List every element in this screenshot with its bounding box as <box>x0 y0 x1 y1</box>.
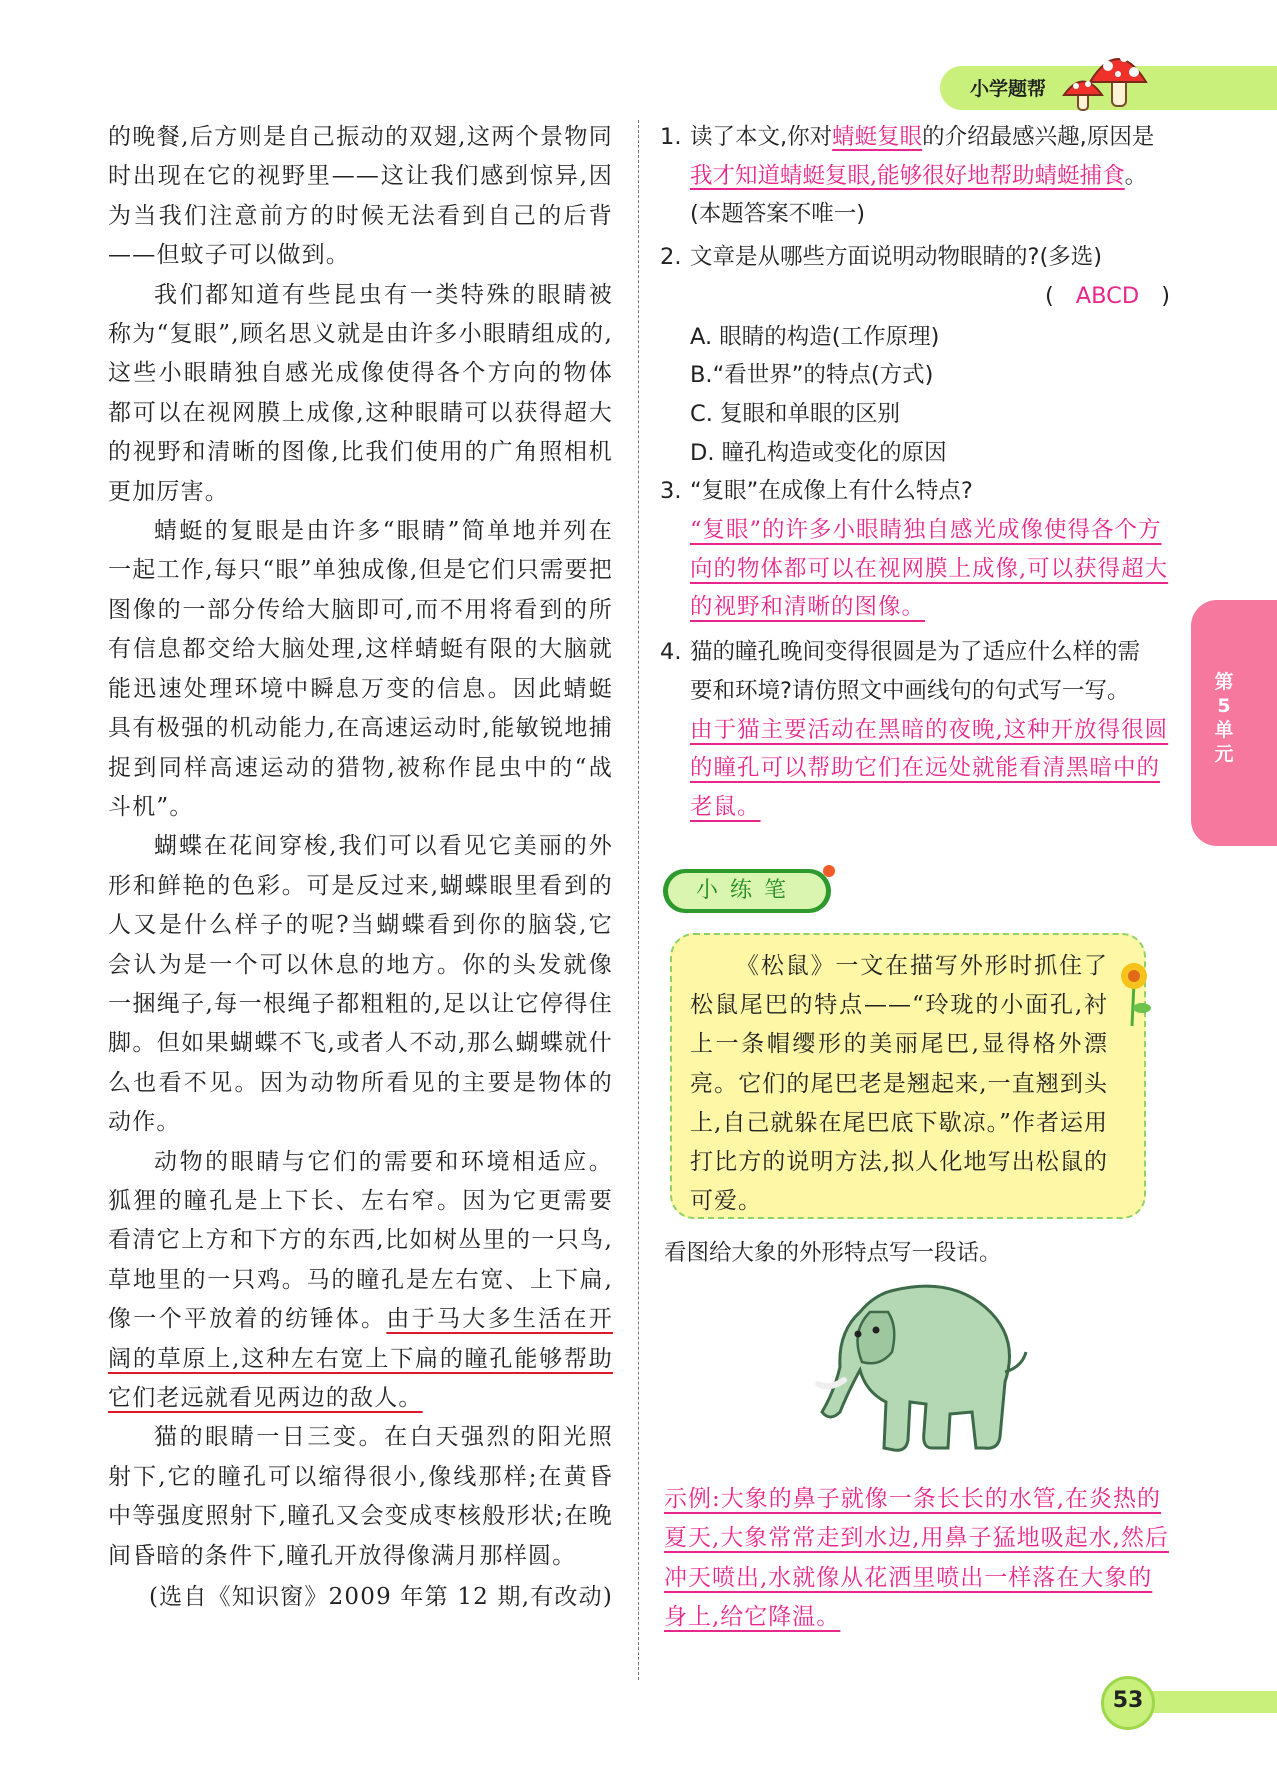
unit-tab-char: 第 <box>1214 671 1234 693</box>
option: C. 复眼和单眼的区别 <box>690 400 901 427</box>
option: D. 瞳孔构造或变化的原因 <box>690 439 947 466</box>
paragraph-text: 动物的眼睛与它们的需要和环境相适应。狐狸的瞳孔是上下长、左右窄。因为它更需要看清它上方和下方的东西,比如树丛里的一只鸟,草地里的一只鸡。马的瞳孔是左右宽、上下扁,像一个平放着的纺锤体。 <box>108 1148 613 1333</box>
practice-paragraph: 《松鼠》一文在描写外形时抓住了松鼠尾巴的特点——“玲珑的小面孔,衬上一条帽缨形的美丽尾巴,显得格外漂亮。它们的尾巴老是翘起来,一直翘到头上,自己就躲在尾巴底下歇凉。”作者运用打比方的说明方法,拟人化地写出松鼠的可爱。 <box>690 953 1108 1215</box>
unit-tab-label <box>1200 670 1248 766</box>
mushroom-icon <box>1060 40 1150 112</box>
question-number: 3. <box>660 478 682 505</box>
article-body <box>108 118 613 1617</box>
question-text: “复眼”在成像上有什么特点? <box>690 478 973 505</box>
unit-tab-char: 元 <box>1214 743 1234 765</box>
underlined-sentence: 由于马大多生活在开阔的草原上,这种左右宽上下扁的瞳孔能够帮助它们老远就看见两边的敌人。 <box>108 1306 613 1411</box>
option: B.“看世界”的特点(方式) <box>690 362 934 389</box>
answer-text: “复眼”的许多小眼睛独自感光成像使得各个方向的物体都可以在视网膜上成像,可以获得超大的视野和清晰的图像。 <box>690 517 1169 621</box>
practice-box-text <box>690 947 1108 1221</box>
question-number: 1. <box>660 124 682 150</box>
answer-bracket <box>664 277 1170 316</box>
unit-tab-char: 单 <box>1214 719 1234 741</box>
question-2 <box>660 238 1170 277</box>
question-3 <box>660 472 1170 511</box>
practice-task: 看图给大象的外形特点写一段话。 <box>664 1240 1002 1266</box>
question-1 <box>660 118 1170 234</box>
article-paragraph: 的晚餐,后方则是自己振动的双翅,这两个景物同时出现在它的视野里——这让我们感到惊异,因为当我们注意前方的时候无法看到自己的后背——但蚊子可以做到。 <box>108 124 613 269</box>
article-paragraph: 我们都知道有些昆虫有一类特殊的眼睛被称为“复眼”,顾名思义就是由许多小眼睛组成的,这些小眼睛独自感光成像使得各个方向的物体都可以在视网膜上成像,这种眼睛可以获得超大的视野和清晰的图像,比我们使用的广角照相机更加厉害。 <box>108 281 613 505</box>
elephant-icon <box>800 1272 1030 1462</box>
article-source: (选自《知识窗》2009 年第 12 期,有改动) <box>149 1584 613 1611</box>
bracket-open: ( <box>1044 282 1054 309</box>
answer-text: 蜻蜓复眼 <box>832 124 923 150</box>
article-paragraph <box>108 1143 613 1419</box>
questions-section <box>660 118 1170 827</box>
question-number: 4. <box>660 639 682 666</box>
column-divider <box>638 120 639 1680</box>
article-paragraph: 猫的眼睛一日三变。在白天强烈的阳光照射下,它的瞳孔可以缩得很小,像线那样;在黄昏中等强度照射下,瞳孔又会变成枣核般形状;在晚间昏暗的条件下,瞳孔开放得像满月那样圆。 <box>108 1424 613 1569</box>
option: A. 眼睛的构造(工作原理) <box>690 323 940 350</box>
question-4 <box>660 633 1141 710</box>
question-number: 2. <box>660 244 682 271</box>
brand-title: 小学题帮 <box>970 78 1047 100</box>
article-paragraph: 蜻蜓的复眼是由许多“眼睛”简单地并列在一起工作,每只“眼”单独成像,但是它们只需要把图像的一部分传给大脑即可,而不用将看到的所有信息都交给大脑处理,这样蜻蜓有限的大脑就能迅速处理环境中瞬息万变的信息。因此蜻蜓具有极强的机动能力,在高速运动时,能敏锐地捕捉到同样高速运动的猎物,被称作昆虫中的“战斗机”。 <box>108 518 613 820</box>
question-text: 。(本题答案不唯一) <box>690 162 1148 228</box>
page-number: 53 <box>1112 1688 1144 1713</box>
example-answer: 示例:大象的鼻子就像一条长长的水管,在炎热的夏天,大象常常走到水边,用鼻子猛地吸起水,然后冲天喷出,水就像从花洒里喷出一样落在大象的身上,给它降温。 <box>664 1486 1169 1630</box>
answer-text: 由于猫主要活动在黑暗的夜晚,这种开放得很圆的瞳孔可以帮助它们在远处就能看清黑暗中的老鼠。 <box>690 716 1169 820</box>
question-text: 文章是从哪些方面说明动物眼睛的?(多选) <box>690 244 1102 271</box>
bracket-close: ) <box>1161 282 1170 309</box>
answer-text: ABCD <box>1075 282 1140 309</box>
practice-label: 小练笔 <box>668 873 826 909</box>
heart-icon <box>823 865 835 877</box>
answer-text: 我才知道蜻蜓复眼,能够很好地帮助蜻蜓捕食 <box>690 162 1125 189</box>
question-text: 猫的瞳孔晚间变得很圆是为了适应什么样的需要和环境?请仿照文中画线句的句式写一写。 <box>690 639 1141 704</box>
question-text: 读了本文,你对 <box>690 124 833 150</box>
article-paragraph: 蝴蝶在花间穿梭,我们可以看见它美丽的外形和鲜艳的色彩。可是反过来,蝴蝶眼里看到的人又是什么样子的呢?当蝴蝶看到你的脑袋,它会认为是一个可以休息的地方。你的头发就像一捆绳子,每一根绳子都粗粗的,足以让它停得住脚。但如果蝴蝶不飞,或者人不动,那么蝴蝶就什么也看不见。因为动物所看见的主要是物体的动作。 <box>108 833 613 1136</box>
flower-icon <box>1110 958 1160 1028</box>
question-text: 的介绍最感兴趣,原因是 <box>922 124 1155 150</box>
unit-tab-char: 5 <box>1217 695 1231 717</box>
